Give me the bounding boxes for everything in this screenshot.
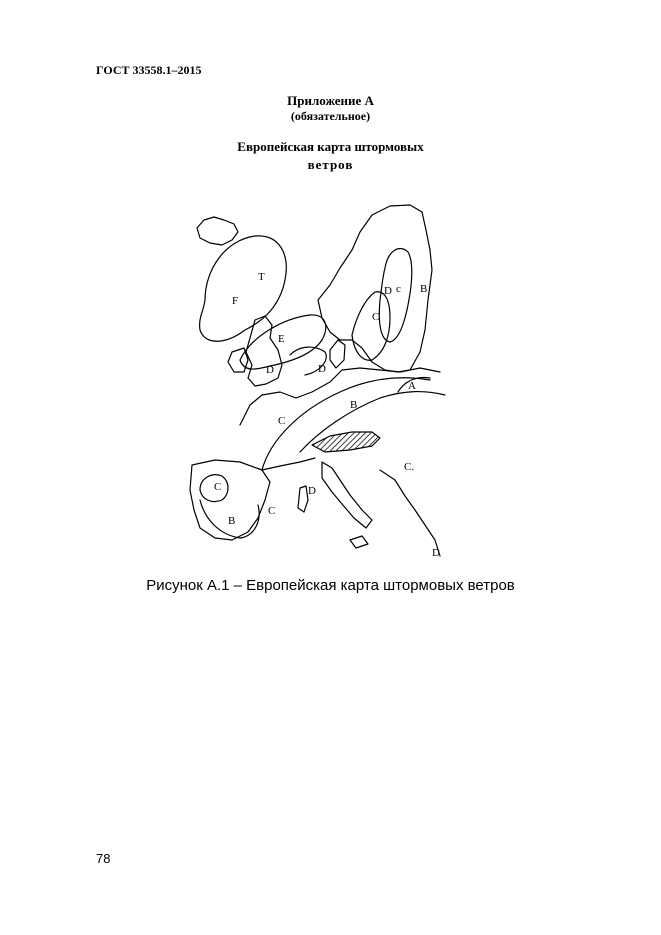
zone-label-b-central: B: [350, 399, 358, 411]
zone-c-boundary-central: [262, 378, 430, 470]
zone-label-d-uk: D: [266, 364, 274, 376]
document-code-header: ГОСТ 33558.1–2015: [96, 63, 202, 77]
denmark-outline: [330, 340, 345, 368]
iceland-outline: [197, 217, 238, 245]
zone-label-f: F: [232, 295, 239, 307]
section-title-line-2: ветров: [307, 157, 354, 172]
sicily-outline: [350, 536, 368, 548]
annex-title: Приложение А: [287, 93, 374, 108]
zone-label-b-scandinavia: B: [420, 283, 428, 295]
page-number: 78: [96, 851, 111, 866]
zone-label-c-south: C: [268, 505, 276, 517]
sardinia-outline: [298, 486, 308, 512]
alps-region: [312, 432, 380, 452]
zone-label-e: E: [278, 333, 285, 345]
mediterranean-coast: [262, 458, 315, 470]
zone-label-c-scandinavia: C: [372, 311, 380, 323]
continental-coast: [240, 368, 440, 425]
zone-c-scandinavia-boundary: [352, 292, 390, 361]
zone-label-d-north: D: [318, 363, 326, 375]
zone-label-d-italy: D: [308, 485, 316, 497]
zone-label-t: T: [258, 271, 265, 283]
section-title-line-1: Европейская карта штормовых: [237, 139, 424, 154]
iberia-outline: [190, 460, 270, 540]
balkans-coast: [380, 470, 440, 556]
annex-status: (обязательное): [290, 109, 371, 123]
zone-label-d-southeast: D: [432, 547, 440, 559]
zone-label-c-france: C: [278, 415, 286, 427]
zone-label-c-spain: C: [214, 481, 222, 493]
zone-label-b-spain: B: [228, 515, 236, 527]
europe-storm-wind-map: [186, 200, 456, 570]
zone-label-d-scandinavia: D: [384, 285, 392, 297]
scandinavia-coast: [318, 205, 432, 372]
zone-f-boundary: [200, 236, 287, 341]
zone-label-c-southeast: C.: [404, 461, 415, 473]
zone-label-a-east: A: [408, 380, 416, 392]
italy-outline: [322, 462, 372, 528]
figure-caption: Рисунок А.1 – Европейская карта штормовых ветров: [146, 577, 515, 594]
zone-label-c-scandinavia-small: c: [396, 283, 401, 295]
